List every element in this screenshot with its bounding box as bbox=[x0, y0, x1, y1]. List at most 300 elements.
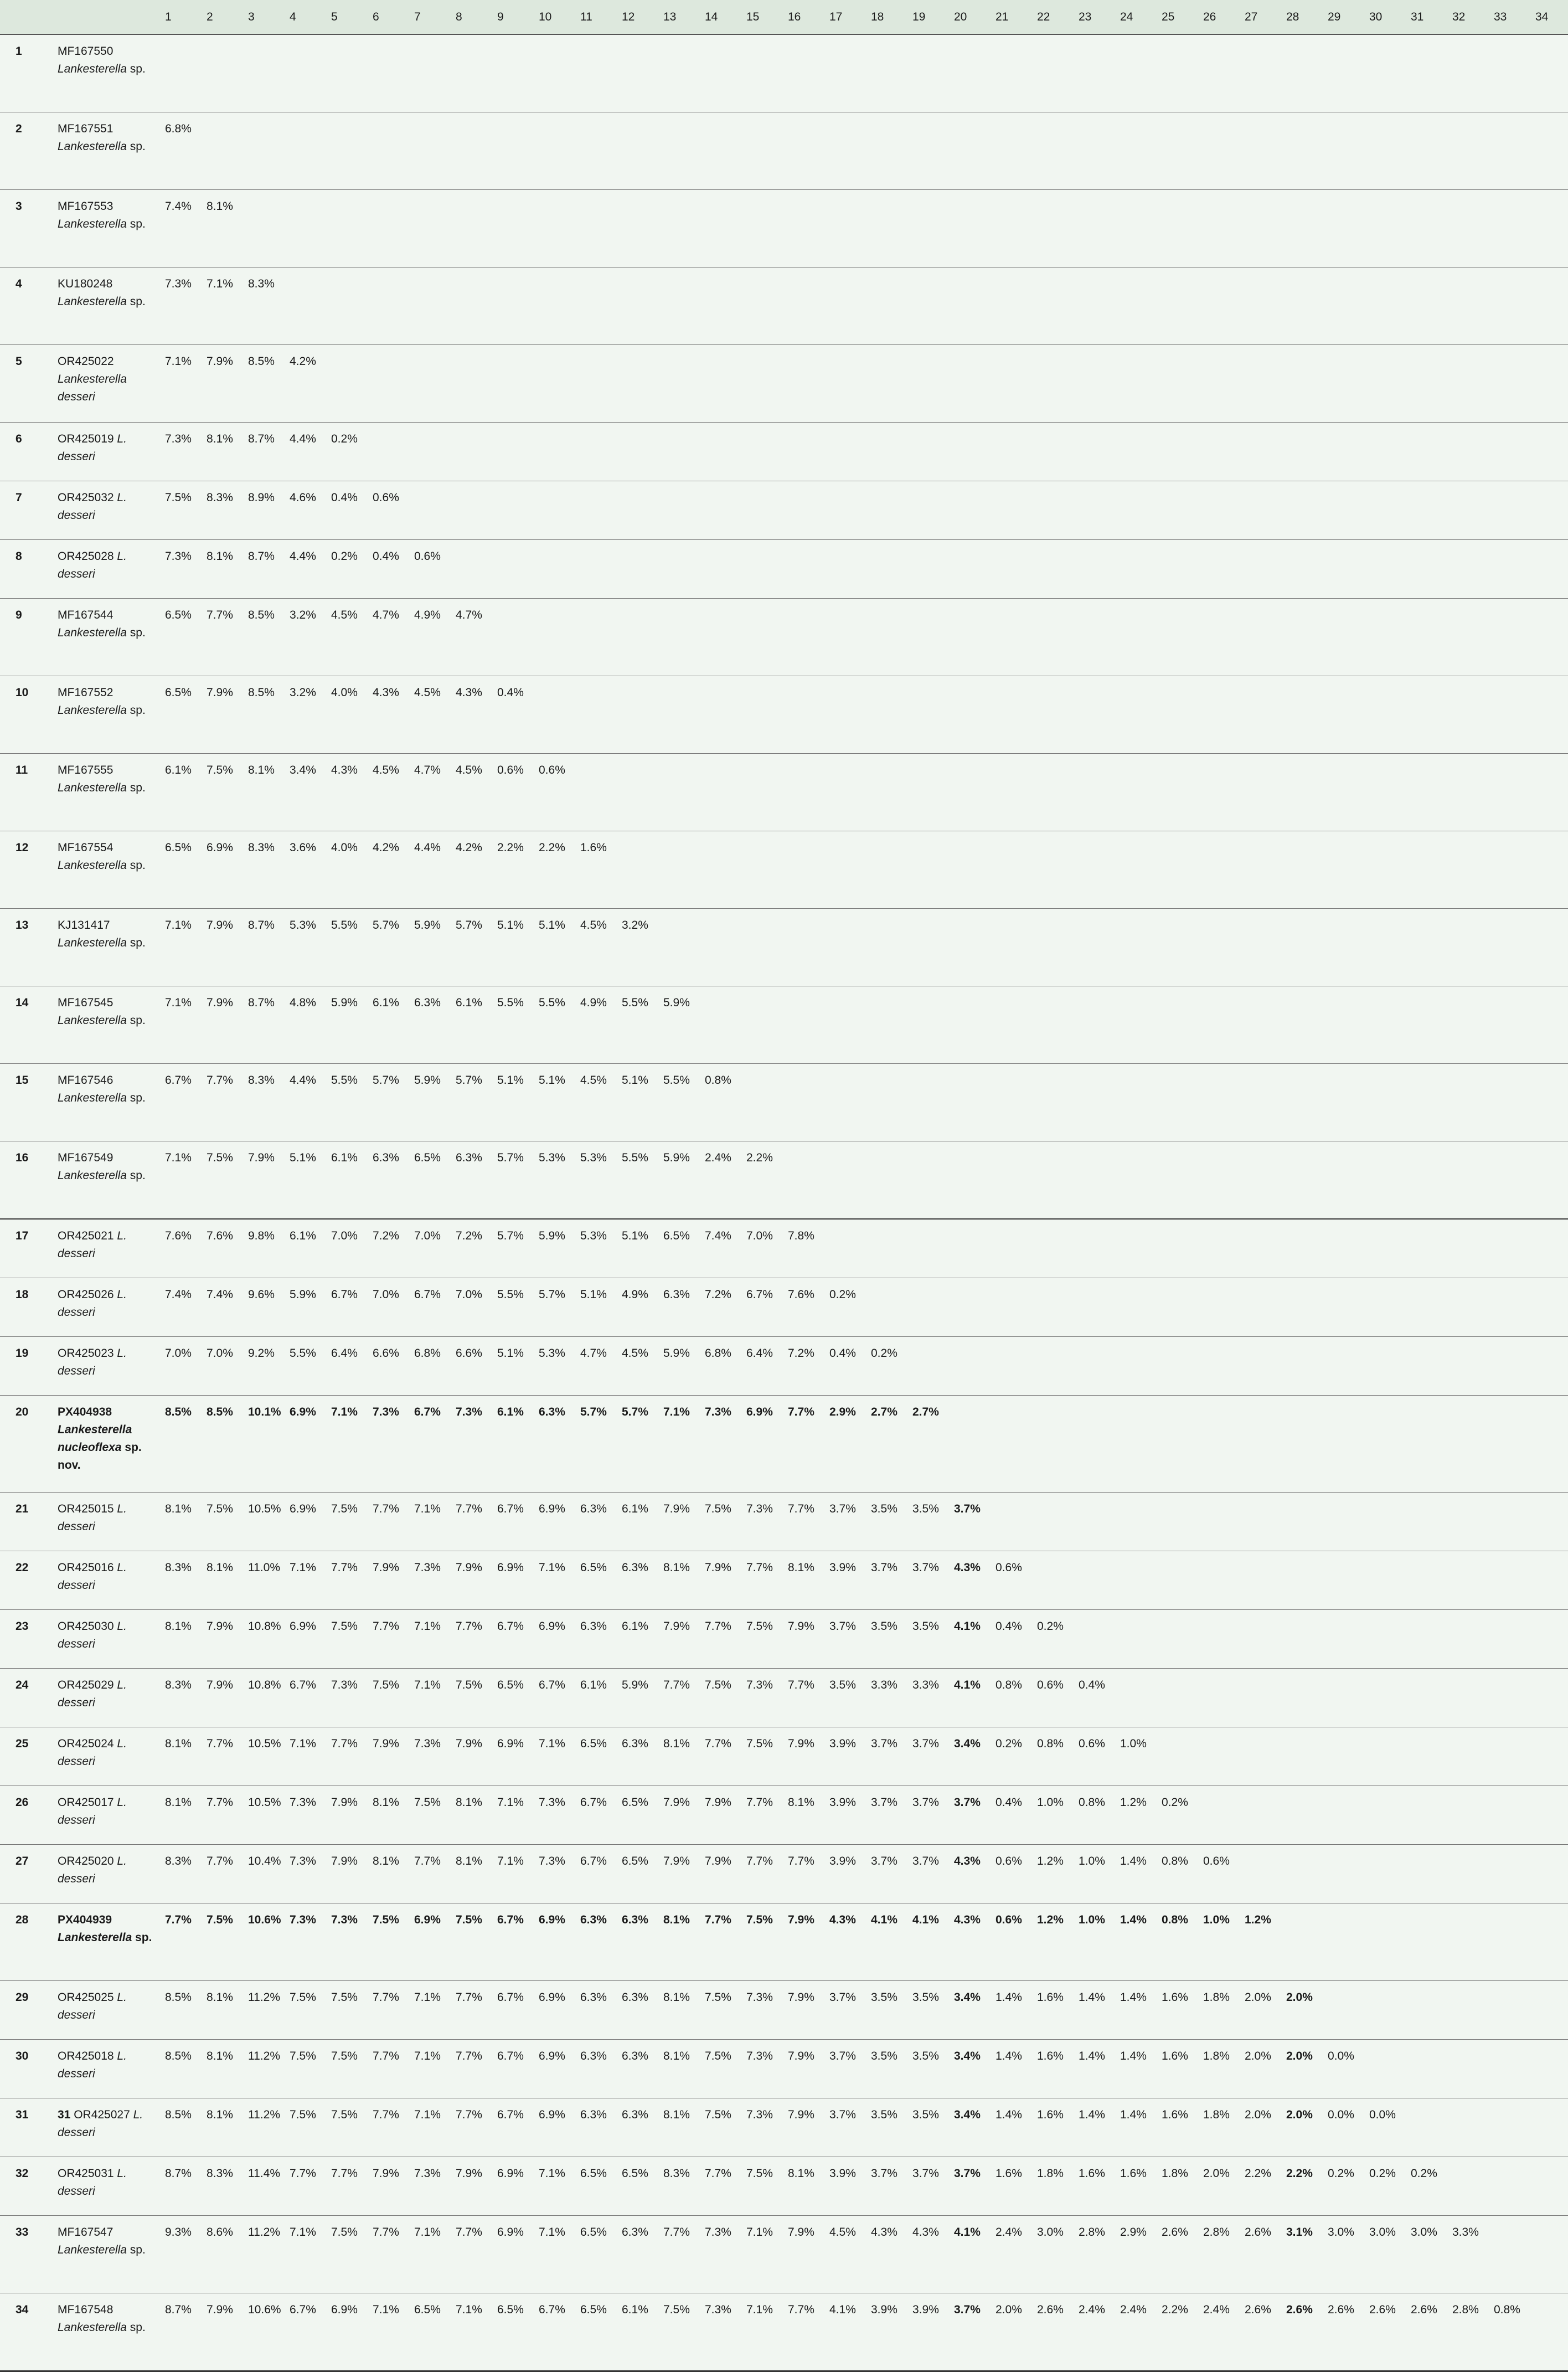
distance-cell: 7.9% bbox=[663, 1796, 690, 1809]
accession: MF167554 bbox=[58, 841, 114, 854]
distance-cell: 6.3% bbox=[580, 1913, 607, 1926]
distance-cell: 7.5% bbox=[165, 491, 192, 504]
distance-cell bbox=[1319, 1493, 1360, 1551]
distance-cell: 6.5% bbox=[414, 1151, 441, 1164]
distance-cell bbox=[862, 676, 904, 754]
distance-cell: 3.5% bbox=[871, 2050, 898, 2062]
species: sp. bbox=[135, 1931, 152, 1944]
taxon-label bbox=[44, 2098, 156, 2157]
distance-cell: 2.8% bbox=[1203, 2226, 1230, 2239]
distance-cell bbox=[1402, 1141, 1443, 1220]
distance-cell: 1.6% bbox=[996, 2167, 1022, 2180]
distance-cell bbox=[1526, 2157, 1568, 2216]
accession: OR425027 bbox=[74, 2108, 130, 2121]
distance-cell bbox=[1402, 112, 1443, 190]
taxon-label bbox=[44, 345, 156, 423]
distance-cell: 5.7% bbox=[497, 1229, 524, 1242]
distance-cell bbox=[1028, 1396, 1070, 1493]
species: sp. bbox=[130, 781, 146, 794]
distance-cell: 7.4% bbox=[165, 200, 192, 213]
distance-cell bbox=[1319, 423, 1360, 481]
distance-cell: 1.4% bbox=[1079, 2108, 1105, 2121]
distance-cell: 6.7% bbox=[290, 1679, 316, 1691]
distance-cell: 7.9% bbox=[207, 996, 233, 1009]
genus: Lankesterella bbox=[58, 1014, 127, 1027]
distance-cell: 8.3% bbox=[165, 1855, 192, 1867]
column-header: 29 bbox=[1319, 0, 1360, 34]
row-number: 20 bbox=[16, 1406, 29, 1418]
row-number: 17 bbox=[16, 1229, 29, 1242]
distance-cell: 7.5% bbox=[207, 764, 233, 776]
distance-cell bbox=[1111, 1337, 1153, 1396]
distance-cell bbox=[821, 1219, 862, 1278]
distance-cell bbox=[1319, 986, 1360, 1064]
distance-cell bbox=[1443, 2098, 1485, 2157]
distance-cell bbox=[1319, 754, 1360, 831]
distance-cell bbox=[1526, 540, 1568, 599]
distance-cell: 7.1% bbox=[290, 1561, 316, 1574]
distance-cell bbox=[1402, 481, 1443, 540]
distance-cell bbox=[1153, 1278, 1194, 1337]
distance-cell bbox=[1028, 423, 1070, 481]
table-row bbox=[0, 345, 1568, 423]
distance-cell bbox=[613, 676, 654, 754]
accession: OR425026 bbox=[58, 1288, 114, 1301]
distance-cell: 6.8% bbox=[165, 122, 192, 135]
table-row bbox=[0, 1551, 1568, 1610]
distance-cell: 8.1% bbox=[456, 1855, 482, 1867]
distance-cell bbox=[1111, 1493, 1153, 1551]
table-row bbox=[0, 540, 1568, 599]
table-row bbox=[0, 2040, 1568, 2098]
distance-cell: 7.7% bbox=[456, 1991, 482, 2004]
distance-cell: 7.3% bbox=[165, 277, 192, 290]
distance-cell: 7.7% bbox=[705, 1737, 731, 1750]
column-header: 2 bbox=[198, 0, 239, 34]
distance-cell bbox=[1319, 540, 1360, 599]
distance-cell: 7.9% bbox=[788, 1737, 814, 1750]
distance-cell bbox=[821, 112, 862, 190]
distance-cell bbox=[1319, 1337, 1360, 1396]
distance-cell bbox=[1236, 1219, 1277, 1278]
distance-cell bbox=[945, 34, 987, 112]
taxon-label bbox=[44, 1610, 156, 1669]
row-number: 4 bbox=[16, 277, 22, 290]
distance-cell bbox=[1153, 267, 1194, 345]
distance-cell: 3.7% bbox=[871, 1796, 898, 1809]
distance-cell bbox=[1360, 190, 1402, 267]
distance-cell: 8.1% bbox=[207, 1991, 233, 2004]
distance-cell bbox=[1402, 1337, 1443, 1396]
distance-cell: 7.1% bbox=[414, 1620, 441, 1633]
distance-cell bbox=[1111, 267, 1153, 345]
distance-cell bbox=[1360, 267, 1402, 345]
distance-cell bbox=[862, 540, 904, 599]
species: sp. bbox=[130, 704, 146, 717]
distance-cell: 6.5% bbox=[622, 1796, 648, 1809]
accession: KU180248 bbox=[58, 277, 113, 290]
distance-cell bbox=[1526, 1669, 1568, 1727]
row-number: 18 bbox=[16, 1288, 29, 1301]
column-header: 12 bbox=[613, 0, 654, 34]
distance-cell: 7.5% bbox=[746, 1737, 773, 1750]
corner-cell bbox=[0, 0, 44, 34]
accession: MF167551 bbox=[58, 122, 114, 135]
table-row bbox=[0, 599, 1568, 676]
distance-cell bbox=[405, 190, 447, 267]
distance-cell: 8.1% bbox=[165, 1620, 192, 1633]
distance-cell bbox=[1153, 481, 1194, 540]
column-header: 24 bbox=[1111, 0, 1153, 34]
distance-cell: 4.0% bbox=[331, 841, 358, 854]
genus: L. desseri bbox=[58, 2108, 143, 2139]
distance-cell bbox=[862, 34, 904, 112]
distance-cell bbox=[779, 831, 821, 909]
table-row bbox=[0, 2157, 1568, 2216]
distance-cell bbox=[1485, 1786, 1526, 1845]
distance-cell: 4.3% bbox=[954, 1561, 981, 1574]
distance-cell bbox=[1194, 1493, 1236, 1551]
distance-cell: 6.7% bbox=[539, 2303, 565, 2316]
distance-cell bbox=[488, 34, 530, 112]
distance-cell bbox=[821, 190, 862, 267]
distance-cell: 3.3% bbox=[1452, 2226, 1479, 2239]
distance-cell bbox=[1526, 190, 1568, 267]
distance-cell: 2.8% bbox=[1079, 2226, 1105, 2239]
taxon-label bbox=[44, 190, 156, 267]
distance-cell bbox=[1194, 754, 1236, 831]
genus: Lankesterella bbox=[58, 937, 127, 949]
distance-cell bbox=[1443, 190, 1485, 267]
distance-cell: 1.4% bbox=[1079, 2050, 1105, 2062]
species: desseri bbox=[58, 2185, 95, 2198]
distance-cell bbox=[654, 190, 696, 267]
distance-cell: 7.3% bbox=[705, 2226, 731, 2239]
distance-cell bbox=[1194, 1610, 1236, 1669]
distance-cell: 2.6% bbox=[1162, 2226, 1188, 2239]
distance-cell: 7.0% bbox=[331, 1229, 358, 1242]
distance-cell bbox=[904, 676, 945, 754]
distance-cell bbox=[1236, 423, 1277, 481]
distance-cell bbox=[1485, 1669, 1526, 1727]
distance-cell bbox=[1485, 481, 1526, 540]
column-header: 4 bbox=[281, 0, 322, 34]
distance-cell: 3.7% bbox=[829, 1503, 856, 1515]
distance-cell bbox=[1236, 34, 1277, 112]
distance-cell: 6.7% bbox=[331, 1288, 358, 1301]
column-header: 27 bbox=[1236, 0, 1277, 34]
distance-cell: 2.0% bbox=[1245, 1991, 1271, 2004]
distance-cell bbox=[1526, 1786, 1568, 1845]
distance-cell: 7.3% bbox=[414, 1561, 441, 1574]
distance-cell: 5.9% bbox=[622, 1679, 648, 1691]
distance-cell bbox=[904, 190, 945, 267]
distance-cell: 1.6% bbox=[1162, 1991, 1188, 2004]
distance-cell: 6.3% bbox=[456, 1151, 482, 1164]
distance-cell: 8.3% bbox=[207, 491, 233, 504]
distance-cell bbox=[1526, 1141, 1568, 1220]
distance-cell bbox=[1319, 1219, 1360, 1278]
distance-cell: 0.2% bbox=[1328, 2167, 1354, 2180]
distance-cell bbox=[1194, 1669, 1236, 1727]
distance-cell: 10.8% bbox=[248, 1620, 281, 1633]
distance-cell bbox=[1402, 423, 1443, 481]
distance-cell: 6.5% bbox=[497, 1679, 524, 1691]
distance-cell: 0.6% bbox=[539, 764, 565, 776]
distance-cell bbox=[1028, 831, 1070, 909]
column-header: 5 bbox=[322, 0, 364, 34]
distance-cell bbox=[1194, 112, 1236, 190]
distance-cell bbox=[862, 754, 904, 831]
distance-cell: 8.7% bbox=[248, 433, 275, 445]
distance-cell: 6.5% bbox=[580, 2303, 607, 2316]
distance-cell: 7.1% bbox=[497, 1796, 524, 1809]
distance-cell bbox=[1070, 1396, 1111, 1493]
taxon-label bbox=[44, 540, 156, 599]
distance-cell bbox=[1277, 423, 1319, 481]
distance-cell: 5.5% bbox=[497, 1288, 524, 1301]
distance-cell: 3.7% bbox=[829, 1991, 856, 2004]
taxon-label bbox=[44, 34, 156, 112]
column-header: 28 bbox=[1277, 0, 1319, 34]
distance-cell: 11.2% bbox=[248, 2226, 280, 2239]
distance-cell bbox=[1402, 1219, 1443, 1278]
distance-cell: 6.9% bbox=[539, 2050, 565, 2062]
distance-cell bbox=[613, 754, 654, 831]
distance-cell: 11.2% bbox=[248, 2050, 280, 2062]
distance-cell: 4.1% bbox=[954, 1620, 981, 1633]
distance-cell bbox=[1402, 1981, 1443, 2040]
distance-cell bbox=[1443, 599, 1485, 676]
distance-cell bbox=[1319, 267, 1360, 345]
distance-cell: 10.5% bbox=[248, 1796, 281, 1809]
distance-cell: 3.5% bbox=[871, 2108, 898, 2121]
distance-cell bbox=[1236, 540, 1277, 599]
row-number: 29 bbox=[16, 1991, 29, 2004]
distance-cell bbox=[945, 345, 987, 423]
row-number: 24 bbox=[16, 1679, 29, 1691]
distance-cell: 8.5% bbox=[248, 355, 275, 368]
distance-cell: 6.5% bbox=[580, 1561, 607, 1574]
distance-cell bbox=[779, 754, 821, 831]
distance-cell bbox=[1526, 2293, 1568, 2371]
distance-cell bbox=[1526, 1396, 1568, 1493]
distance-cell bbox=[613, 423, 654, 481]
distance-cell: 6.3% bbox=[622, 1991, 648, 2004]
distance-cell: 0.2% bbox=[829, 1288, 856, 1301]
distance-cell: 8.1% bbox=[663, 2050, 690, 2062]
distance-cell bbox=[1526, 1727, 1568, 1786]
distance-cell: 0.4% bbox=[996, 1796, 1022, 1809]
distance-cell: 7.9% bbox=[207, 1679, 233, 1691]
distance-cell: 2.2% bbox=[1286, 2167, 1313, 2180]
distance-cell bbox=[821, 676, 862, 754]
distance-cell bbox=[1526, 676, 1568, 754]
distance-cell: 7.5% bbox=[705, 1503, 731, 1515]
distance-cell bbox=[1485, 1278, 1526, 1337]
distance-cell: 7.5% bbox=[331, 2226, 358, 2239]
distance-cell: 2.2% bbox=[497, 841, 524, 854]
distance-cell: 4.2% bbox=[290, 355, 316, 368]
distance-cell: 6.9% bbox=[331, 2303, 358, 2316]
distance-cell bbox=[737, 909, 779, 986]
distance-cell: 7.1% bbox=[539, 2226, 565, 2239]
distance-cell bbox=[1526, 2040, 1568, 2098]
distance-cell: 2.4% bbox=[1079, 2303, 1105, 2316]
distance-cell bbox=[1028, 1064, 1070, 1141]
distance-cell bbox=[1443, 754, 1485, 831]
distance-cell bbox=[1277, 345, 1319, 423]
distance-cell bbox=[1277, 1610, 1319, 1669]
distance-cell: 0.2% bbox=[331, 550, 358, 563]
distance-cell: 7.9% bbox=[705, 1561, 731, 1574]
distance-cell: 7.9% bbox=[705, 1855, 731, 1867]
distance-cell bbox=[1028, 1278, 1070, 1337]
distance-cell: 7.7% bbox=[331, 1561, 358, 1574]
distance-cell: 7.3% bbox=[746, 2050, 773, 2062]
distance-cell: 7.9% bbox=[207, 919, 233, 932]
distance-cell: 6.3% bbox=[622, 1737, 648, 1750]
distance-cell: 7.7% bbox=[456, 2050, 482, 2062]
distance-cell bbox=[1028, 112, 1070, 190]
row-number: 14 bbox=[16, 996, 29, 1009]
distance-cell: 7.0% bbox=[165, 1347, 192, 1360]
distance-cell: 7.7% bbox=[373, 1991, 399, 2004]
distance-cell: 7.9% bbox=[788, 2050, 814, 2062]
distance-cell: 7.3% bbox=[414, 1737, 441, 1750]
column-header: 21 bbox=[987, 0, 1028, 34]
distance-cell: 5.9% bbox=[290, 1288, 316, 1301]
distance-cell bbox=[1443, 1610, 1485, 1669]
distance-cell: 7.9% bbox=[788, 2108, 814, 2121]
distance-cell bbox=[571, 190, 613, 267]
distance-cell bbox=[1485, 1141, 1526, 1220]
distance-cell bbox=[987, 112, 1028, 190]
distance-cell bbox=[322, 112, 364, 190]
distance-cell: 8.1% bbox=[207, 200, 233, 213]
distance-cell: 7.7% bbox=[414, 1855, 441, 1867]
column-header: 23 bbox=[1070, 0, 1111, 34]
genus: Lankesterella bbox=[58, 373, 127, 385]
distance-cell bbox=[654, 481, 696, 540]
distance-cell bbox=[1070, 1064, 1111, 1141]
distance-cell bbox=[1485, 1551, 1526, 1610]
column-header: 11 bbox=[571, 0, 613, 34]
column-header: 34 bbox=[1526, 0, 1568, 34]
distance-cell: 7.5% bbox=[746, 1620, 773, 1633]
distance-cell: 8.3% bbox=[663, 2167, 690, 2180]
distance-cell: 5.3% bbox=[290, 919, 316, 932]
distance-cell bbox=[1028, 345, 1070, 423]
distance-cell: 5.3% bbox=[539, 1347, 565, 1360]
genus: Lankesterella bbox=[58, 1931, 132, 1944]
distance-cell bbox=[945, 1337, 987, 1396]
distance-cell: 7.6% bbox=[788, 1288, 814, 1301]
distance-cell: 7.1% bbox=[414, 1503, 441, 1515]
distance-cell bbox=[821, 599, 862, 676]
distance-cell: 7.7% bbox=[456, 2226, 482, 2239]
distance-cell: 7.3% bbox=[414, 2167, 441, 2180]
taxon-label bbox=[44, 1727, 156, 1786]
distance-cell: 7.1% bbox=[331, 1406, 358, 1418]
distance-cell: 8.1% bbox=[663, 1737, 690, 1750]
genus: Lankesterella bbox=[58, 140, 127, 153]
genus: Lankesterella bbox=[58, 1092, 127, 1104]
distance-cell bbox=[447, 540, 488, 599]
distance-cell: 0.4% bbox=[331, 491, 358, 504]
distance-cell bbox=[613, 831, 654, 909]
distance-cell: 7.7% bbox=[331, 2167, 358, 2180]
distance-cell bbox=[1236, 1727, 1277, 1786]
taxon-label bbox=[44, 112, 156, 190]
distance-cell: 3.4% bbox=[954, 1737, 981, 1750]
distance-cell bbox=[1111, 423, 1153, 481]
distance-cell: 6.4% bbox=[746, 1347, 773, 1360]
distance-cell bbox=[904, 423, 945, 481]
distance-cell bbox=[1277, 831, 1319, 909]
distance-cell bbox=[1526, 1610, 1568, 1669]
distance-cell: 10.4% bbox=[248, 1855, 281, 1867]
distance-cell bbox=[1277, 1396, 1319, 1493]
distance-cell bbox=[696, 481, 737, 540]
distance-cell bbox=[1153, 1396, 1194, 1493]
distance-cell bbox=[1360, 34, 1402, 112]
distance-cell bbox=[613, 345, 654, 423]
distance-cell bbox=[1402, 1396, 1443, 1493]
distance-cell: 7.3% bbox=[290, 1796, 316, 1809]
distance-cell bbox=[1194, 481, 1236, 540]
distance-cell: 6.3% bbox=[539, 1406, 565, 1418]
distance-cell bbox=[1443, 481, 1485, 540]
table-row bbox=[0, 1903, 1568, 1981]
distance-cell bbox=[904, 1064, 945, 1141]
taxon-label bbox=[44, 2293, 156, 2371]
distance-cell bbox=[945, 676, 987, 754]
species: nucleoflexa bbox=[58, 1441, 122, 1454]
distance-cell bbox=[1111, 112, 1153, 190]
distance-cell bbox=[281, 267, 322, 345]
distance-cell: 4.7% bbox=[456, 609, 482, 621]
distance-cell: 3.0% bbox=[1328, 2226, 1354, 2239]
distance-cell bbox=[1236, 190, 1277, 267]
distance-cell bbox=[1319, 1669, 1360, 1727]
distance-cell bbox=[945, 1396, 987, 1493]
accession: MF167552 bbox=[58, 686, 114, 699]
distance-cell bbox=[405, 34, 447, 112]
distance-cell: 6.3% bbox=[622, 1561, 648, 1574]
genus: L. bbox=[117, 550, 127, 563]
distance-cell bbox=[1402, 909, 1443, 986]
distance-cell: 1.8% bbox=[1037, 2167, 1064, 2180]
species: sp. bbox=[130, 1092, 146, 1104]
distance-cell: 6.5% bbox=[165, 841, 192, 854]
distance-cell: 2.4% bbox=[705, 1151, 731, 1164]
distance-cell: 0.8% bbox=[1494, 2303, 1520, 2316]
species: sp. bbox=[130, 140, 146, 153]
distance-cell bbox=[737, 112, 779, 190]
distance-cell: 7.9% bbox=[663, 1503, 690, 1515]
distance-cell bbox=[696, 831, 737, 909]
distance-cell bbox=[654, 540, 696, 599]
distance-cell: 8.5% bbox=[165, 1991, 192, 2004]
distance-cell: 7.3% bbox=[331, 1913, 358, 1926]
distance-cell bbox=[1111, 599, 1153, 676]
distance-cell bbox=[654, 599, 696, 676]
accession: OR425028 bbox=[58, 550, 114, 563]
distance-cell bbox=[405, 112, 447, 190]
distance-cell: 7.7% bbox=[788, 1406, 814, 1418]
species: sp. bbox=[130, 63, 146, 75]
